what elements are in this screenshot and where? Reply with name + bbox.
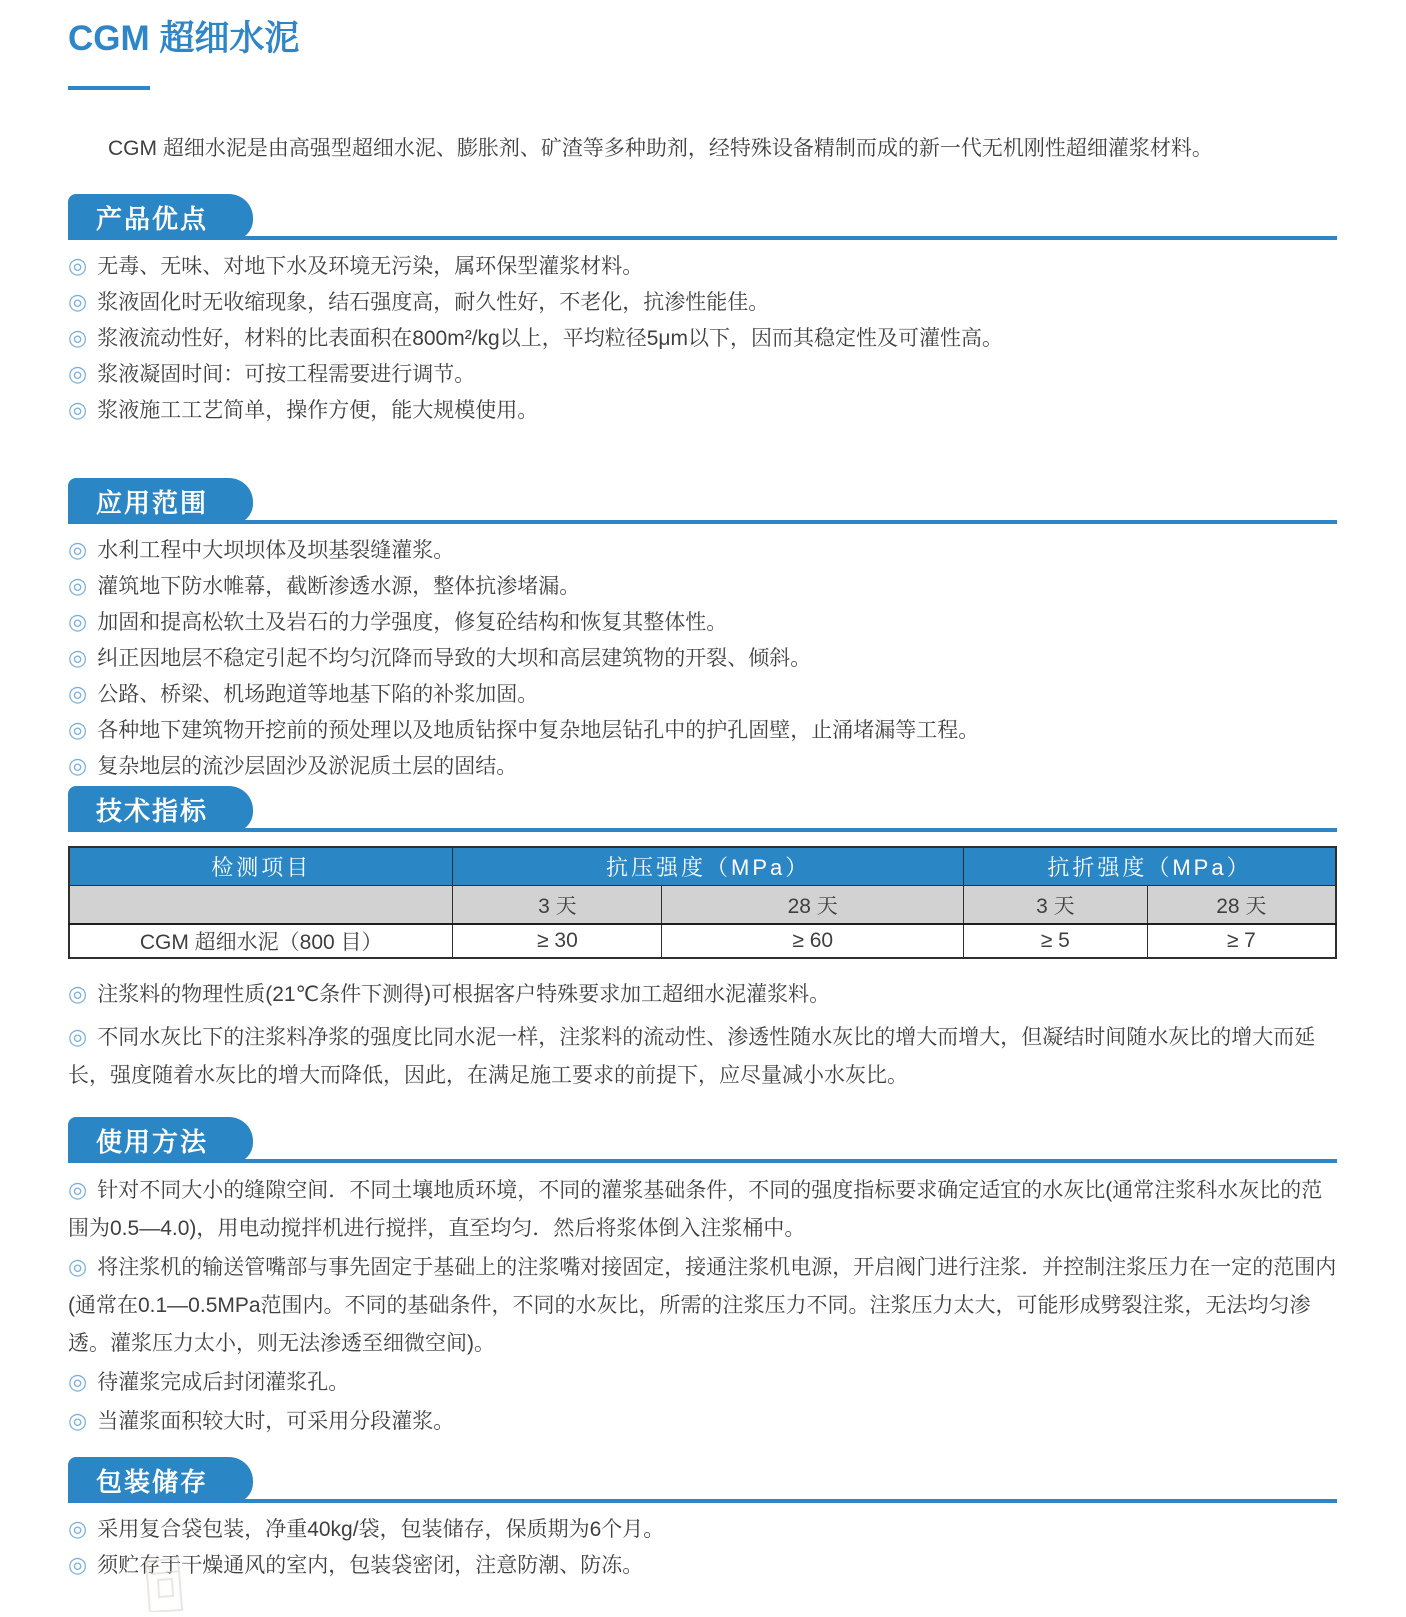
double-circle-bullet-icon: ◎ [68, 645, 88, 670]
bullet-text: 采用复合袋包装，净重40kg/袋，包装储存，保质期为6个月。 [97, 1518, 665, 1541]
bullet-text: 将注浆机的输送管嘴部与事先固定于基础上的注浆嘴对接固定，接通注浆机电源，开启阀门进行注浆．并控制注浆压力在一定的范围内(通常在0.1—0.5MPa范围内。不同的基础条件，不同的水灰比，所需的注浆压力不同。注浆压力太大，可能形成劈裂注浆，无法均匀渗透。灌浆压力太小，则无法渗透至细微空间)。 [68, 1256, 1337, 1355]
section-tab [68, 786, 253, 832]
double-circle-bullet-icon: ◎ [68, 1408, 88, 1433]
section-tab [68, 1117, 253, 1163]
table-header-compressive: 抗压强度（MPa） [453, 847, 964, 886]
double-circle-bullet-icon: ◎ [68, 753, 88, 778]
bullet-text: 当灌浆面积较大时，可采用分段灌浆。 [97, 1410, 455, 1433]
section-header [68, 1457, 1337, 1503]
table-subheader-empty [69, 886, 453, 925]
bullet-item [68, 284, 1337, 320]
section-rule [68, 1499, 1337, 1503]
bullet-item [68, 1363, 1337, 1402]
table-subheader-day: 3 天 [963, 886, 1147, 925]
double-circle-bullet-icon: ◎ [68, 1177, 88, 1202]
section-rule [68, 828, 1337, 832]
double-circle-bullet-icon: ◎ [68, 981, 88, 1006]
bullet-item [68, 676, 1337, 712]
bullet-item [68, 1248, 1337, 1363]
bullet-text: 浆液固化时无收缩现象，结石强度高，耐久性好，不老化，抗渗性能佳。 [97, 291, 770, 314]
table-subheader-day: 3 天 [453, 886, 662, 925]
intro-paragraph: CGM 超细水泥是由高强型超细水泥、膨胀剂、矿渣等多种助剂，经特殊设备精制而成的新一代无机刚性超细灌浆材料。 [108, 137, 1213, 160]
bullet-item [68, 248, 1337, 284]
bullet-text: 复杂地层的流沙层固沙及淤泥质土层的固结。 [97, 755, 518, 778]
bullet-item [68, 532, 1337, 568]
bullet-text: 浆液凝固时间：可按工程需要进行调节。 [97, 363, 476, 386]
bullet-list [68, 532, 1337, 784]
page-title: CGM 超细水泥 [68, 19, 300, 58]
table-header-flexural: 抗折强度（MPa） [963, 847, 1336, 886]
section-rule [68, 520, 1337, 524]
title-underline [68, 86, 150, 90]
double-circle-bullet-icon: ◎ [68, 253, 88, 278]
double-circle-bullet-icon: ◎ [68, 681, 88, 706]
double-circle-bullet-icon: ◎ [68, 717, 88, 742]
section-usage [68, 1117, 1337, 1441]
bullet-item [68, 568, 1337, 604]
double-circle-bullet-icon: ◎ [68, 609, 88, 634]
table-cell-value: ≥ 5 [963, 924, 1147, 958]
bullet-text: 公路、桥梁、机场跑道等地基下陷的补浆加固。 [97, 683, 539, 706]
double-circle-bullet-icon: ◎ [68, 361, 88, 386]
bullet-text: 针对不同大小的缝隙空间．不同土壤地质环境，不同的灌浆基础条件，不同的强度指标要求确定适宜的水灰比(通常注浆科水灰比的范围为0.5—4.0)，用电动搅拌机进行搅拌，直至均匀．然后将浆体倒入注浆桶中。 [68, 1179, 1323, 1240]
section-header [68, 478, 1337, 524]
bullet-text: 须贮存于干燥通风的室内，包装袋密闭，注意防潮、防冻。 [97, 1554, 644, 1577]
bullet-text: 浆液流动性好，材料的比表面积在800m²/kg以上，平均粒径5μm以下，因而其稳定性及可灌性高。 [97, 327, 1004, 350]
section-tab [68, 194, 253, 240]
table-subheader-row [69, 886, 1336, 925]
bullet-text: 不同水灰比下的注浆料净浆的强度比同水泥一样，注浆料的流动性、渗透性随水灰比的增大而增大，但凝结时间随水灰比的增大而延长，强度随着水灰比的增大而降低，因此，在满足施工要求的前提下，应尽量减小水灰比。 [68, 1026, 1316, 1087]
section-title: 应用范围 [96, 487, 209, 518]
table-header-row [69, 847, 1336, 886]
section-title: 使用方法 [96, 1126, 209, 1157]
double-circle-bullet-icon: ◎ [68, 1254, 88, 1279]
section-title: 产品优点 [96, 203, 209, 234]
double-circle-bullet-icon: ◎ [68, 289, 88, 314]
bullet-text: 注浆料的物理性质(21℃条件下测得)可根据客户特殊要求加工超细水泥灌浆料。 [97, 983, 831, 1006]
bullet-list [68, 1511, 1337, 1583]
bullet-item [68, 356, 1337, 392]
double-circle-bullet-icon: ◎ [68, 573, 88, 598]
section-tab [68, 478, 253, 524]
bullet-text: 灌筑地下防水帷幕，截断渗透水源，整体抗渗堵漏。 [97, 575, 581, 598]
section-tab [68, 1457, 253, 1503]
bullet-item [68, 1511, 1337, 1547]
bullet-list [68, 1171, 1337, 1441]
bullet-item [68, 640, 1337, 676]
bullet-list [68, 248, 1337, 428]
bullet-item [68, 712, 1337, 748]
specs-table [68, 846, 1337, 959]
bullet-text: 无毒、无味、对地下水及环境无污染，属环保型灌浆材料。 [97, 255, 644, 278]
double-circle-bullet-icon: ◎ [68, 325, 88, 350]
section-title: 包装储存 [96, 1466, 209, 1497]
double-circle-bullet-icon: ◎ [68, 1369, 88, 1394]
table-subheader-day: 28 天 [662, 886, 964, 925]
double-circle-bullet-icon: ◎ [68, 397, 88, 422]
section-rule [68, 236, 1337, 240]
bullet-text: 待灌浆完成后封闭灌浆孔。 [97, 1371, 350, 1394]
bullet-text: 各种地下建筑物开挖前的预处理以及地质钻探中复杂地层钻孔中的护孔固壁，止涌堵漏等工程。 [97, 719, 980, 742]
bullet-item [68, 1547, 1337, 1583]
bullet-text: 浆液施工工艺简单，操作方便，能大规模使用。 [97, 399, 539, 422]
table-cell-value: ≥ 30 [453, 924, 662, 958]
section-header [68, 194, 1337, 240]
bullet-item [68, 748, 1337, 784]
section-rule [68, 1159, 1337, 1163]
double-circle-bullet-icon: ◎ [68, 537, 88, 562]
double-circle-bullet-icon: ◎ [68, 1552, 88, 1577]
section-header [68, 1117, 1337, 1163]
section-advantages [68, 194, 1337, 428]
double-circle-bullet-icon: ◎ [68, 1024, 88, 1049]
section-header [68, 786, 1337, 832]
section-specs [68, 786, 1337, 1095]
faint-bag-outline-icon [128, 1552, 200, 1617]
section-applications [68, 478, 1337, 784]
bullet-item [68, 1171, 1337, 1248]
bullet-item [68, 1018, 1337, 1095]
bullet-text: 加固和提高松软土及岩石的力学强度，修复砼结构和恢复其整体性。 [97, 611, 728, 634]
bullet-item [68, 392, 1337, 428]
bullet-item [68, 1402, 1337, 1441]
table-cell-value: ≥ 60 [662, 924, 964, 958]
bullet-text: 纠正因地层不稳定引起不均匀沉降而导致的大坝和高层建筑物的开裂、倾斜。 [97, 647, 812, 670]
bullet-text: 水利工程中大坝坝体及坝基裂缝灌浆。 [97, 539, 455, 562]
table-header-item: 检测项目 [69, 847, 453, 886]
bullet-item [68, 975, 1337, 1014]
section-title: 技术指标 [96, 795, 209, 826]
bullet-item [68, 604, 1337, 640]
spec-notes-list [68, 975, 1337, 1095]
table-subheader-day: 28 天 [1147, 886, 1336, 925]
double-circle-bullet-icon: ◎ [68, 1516, 88, 1541]
table-cell-item: CGM 超细水泥（800 目） [69, 924, 453, 958]
table-cell-value: ≥ 7 [1147, 924, 1336, 958]
table-row [69, 924, 1336, 958]
section-packaging [68, 1457, 1337, 1583]
bullet-item [68, 320, 1337, 356]
